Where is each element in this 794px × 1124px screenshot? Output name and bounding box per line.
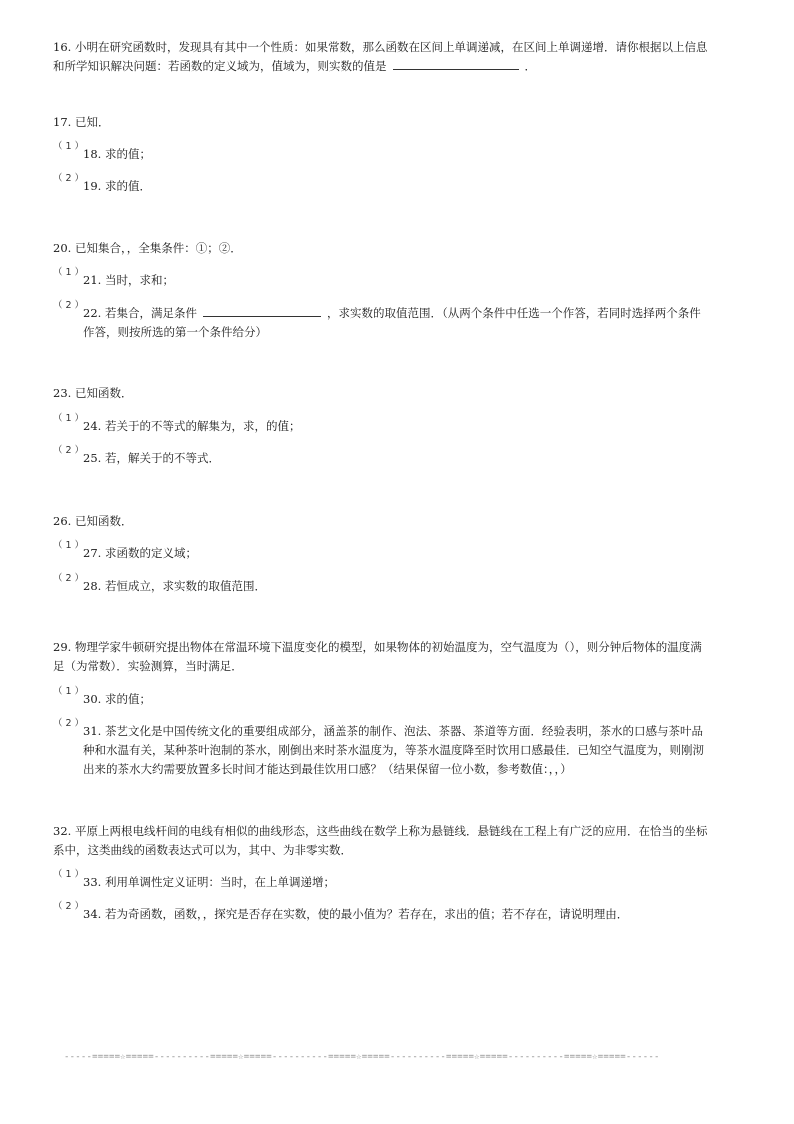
question-text: 求的值． [104,179,151,193]
question-text: 若恒成立，求实数的取值范围． [104,579,266,593]
question-number: 16. [53,40,72,54]
question-text: ，求实数的取值范围．（从两个条件中任选一个作答，若同时选择两个条件 [326,306,701,320]
question-text: 平原上两根电线杆间的电线有相似的曲线形态，这些曲线在数学上称为悬链线．悬链线在工程上有广泛的应用．在恰当的坐标 [74,824,708,838]
question-text: 当时，求和； [104,273,174,287]
question-text: 小明在研究函数时，发现具有其中一个性质：如果常数，那么函数在区间上单调递减，在区间上单调递增．请你根据以上信息 [74,40,708,54]
question-number: 21. [83,273,102,287]
question-text: 若，解关于的不等式． [104,451,220,465]
question-text: 已知函数． [74,386,133,400]
part-marker: （1） [53,540,88,551]
question-text: 足（为常数）．实验测算，当时满足． [53,659,243,673]
question-number: 19. [83,179,102,193]
question-number: 25. [83,451,102,465]
sub-question-22 [53,300,743,342]
question-text: 求的值； [104,147,151,161]
question-number: 23. [53,386,72,400]
sub-question-30 [53,686,743,709]
part-marker: （2） [53,445,88,456]
sub-question-21 [53,267,743,290]
question-text: 和所学知识解决问题：若函数的定义域为，值域为，则实数的值是 [53,59,387,73]
sub-question-33 [53,869,743,892]
sub-question-25 [53,445,743,468]
question-text: 利用单调性定义证明：当时，在上单调递增； [104,875,335,889]
sub-question-28 [53,573,743,596]
question-number: 27. [83,546,102,560]
question-number: 20. [53,241,72,255]
question-text: 作答，则按所选的第一个条件给分） [83,325,267,339]
question-number: 26. [53,514,72,528]
question-20 [53,239,743,258]
question-29 [53,638,743,676]
question-number: 28. [83,579,102,593]
question-text: 若关于的不等式的解集为，求，的值； [104,419,301,433]
question-text: 求的值； [104,692,151,706]
part-marker: （1） [53,869,88,880]
question-23 [53,384,743,403]
question-text: 若集合，满足条件 [104,306,197,320]
question-text: 物理学家牛顿研究提出物体在常温环境下温度变化的模型，如果物体的初始温度为，空气温度为（），则分钟后物体的温度满 [74,640,702,654]
answer-blank[interactable] [393,57,519,70]
part-marker: （1） [53,413,88,424]
question-number: 32. [53,824,72,838]
question-text: 出来的茶水大约需要放置多长时间才能达到最佳饮用口感？（结果保留一位小数，参考数值：，，） [83,762,572,776]
question-17 [53,113,743,132]
part-marker: （1） [53,141,88,152]
part-marker: （2） [53,300,88,311]
question-number: 29. [53,640,72,654]
question-text: ． [524,59,536,73]
part-marker: （1） [53,267,88,278]
question-number: 30. [83,692,102,706]
part-marker: （2） [53,173,88,184]
sub-question-19 [53,173,743,196]
question-number: 24. [83,419,102,433]
question-number: 22. [83,306,102,320]
question-number: 33. [83,875,102,889]
sub-question-31 [53,718,743,779]
question-number: 31. [83,724,102,738]
sub-question-18 [53,141,743,164]
sub-question-34 [53,901,743,924]
question-text: 已知． [74,115,110,129]
page-divider: -----=====☆=====----------=====☆=====----------=====☆=====----------=====☆=====----------=====☆=====------ [64,1052,660,1062]
question-32 [53,822,743,860]
question-26 [53,512,743,531]
part-marker: （1） [53,686,88,697]
question-16 [53,38,743,76]
question-text: 系中，这类曲线的函数表达式可以为，其中、为非零实数． [53,843,352,857]
question-text: 若为奇函数，函数，，探究是否存在实数，使的最小值为？若存在，求出的值；若不存在，请说明理由． [104,907,629,921]
question-text: 求函数的定义域； [104,546,197,560]
question-text: 茶艺文化是中国传统文化的重要组成部分，涵盖茶的制作、泡法、茶器、茶道等方面．经验表明，茶水的口感与茶叶品 [104,724,703,738]
question-text: 种和水温有关，某种茶叶泡制的茶水，刚倒出来时茶水温度为，等茶水温度降至时饮用口感最佳．已知空气温度为，则刚沏 [83,743,704,757]
question-number: 17. [53,115,72,129]
sub-question-24 [53,413,743,436]
question-text: 已知函数． [74,514,133,528]
part-marker: （2） [53,718,88,729]
sub-question-27 [53,540,743,563]
question-text: 已知集合，，全集条件：①；②． [74,241,242,255]
part-marker: （2） [53,573,88,584]
question-number: 34. [83,907,102,921]
part-marker: （2） [53,901,88,912]
answer-blank[interactable] [203,304,321,317]
question-number: 18. [83,147,102,161]
